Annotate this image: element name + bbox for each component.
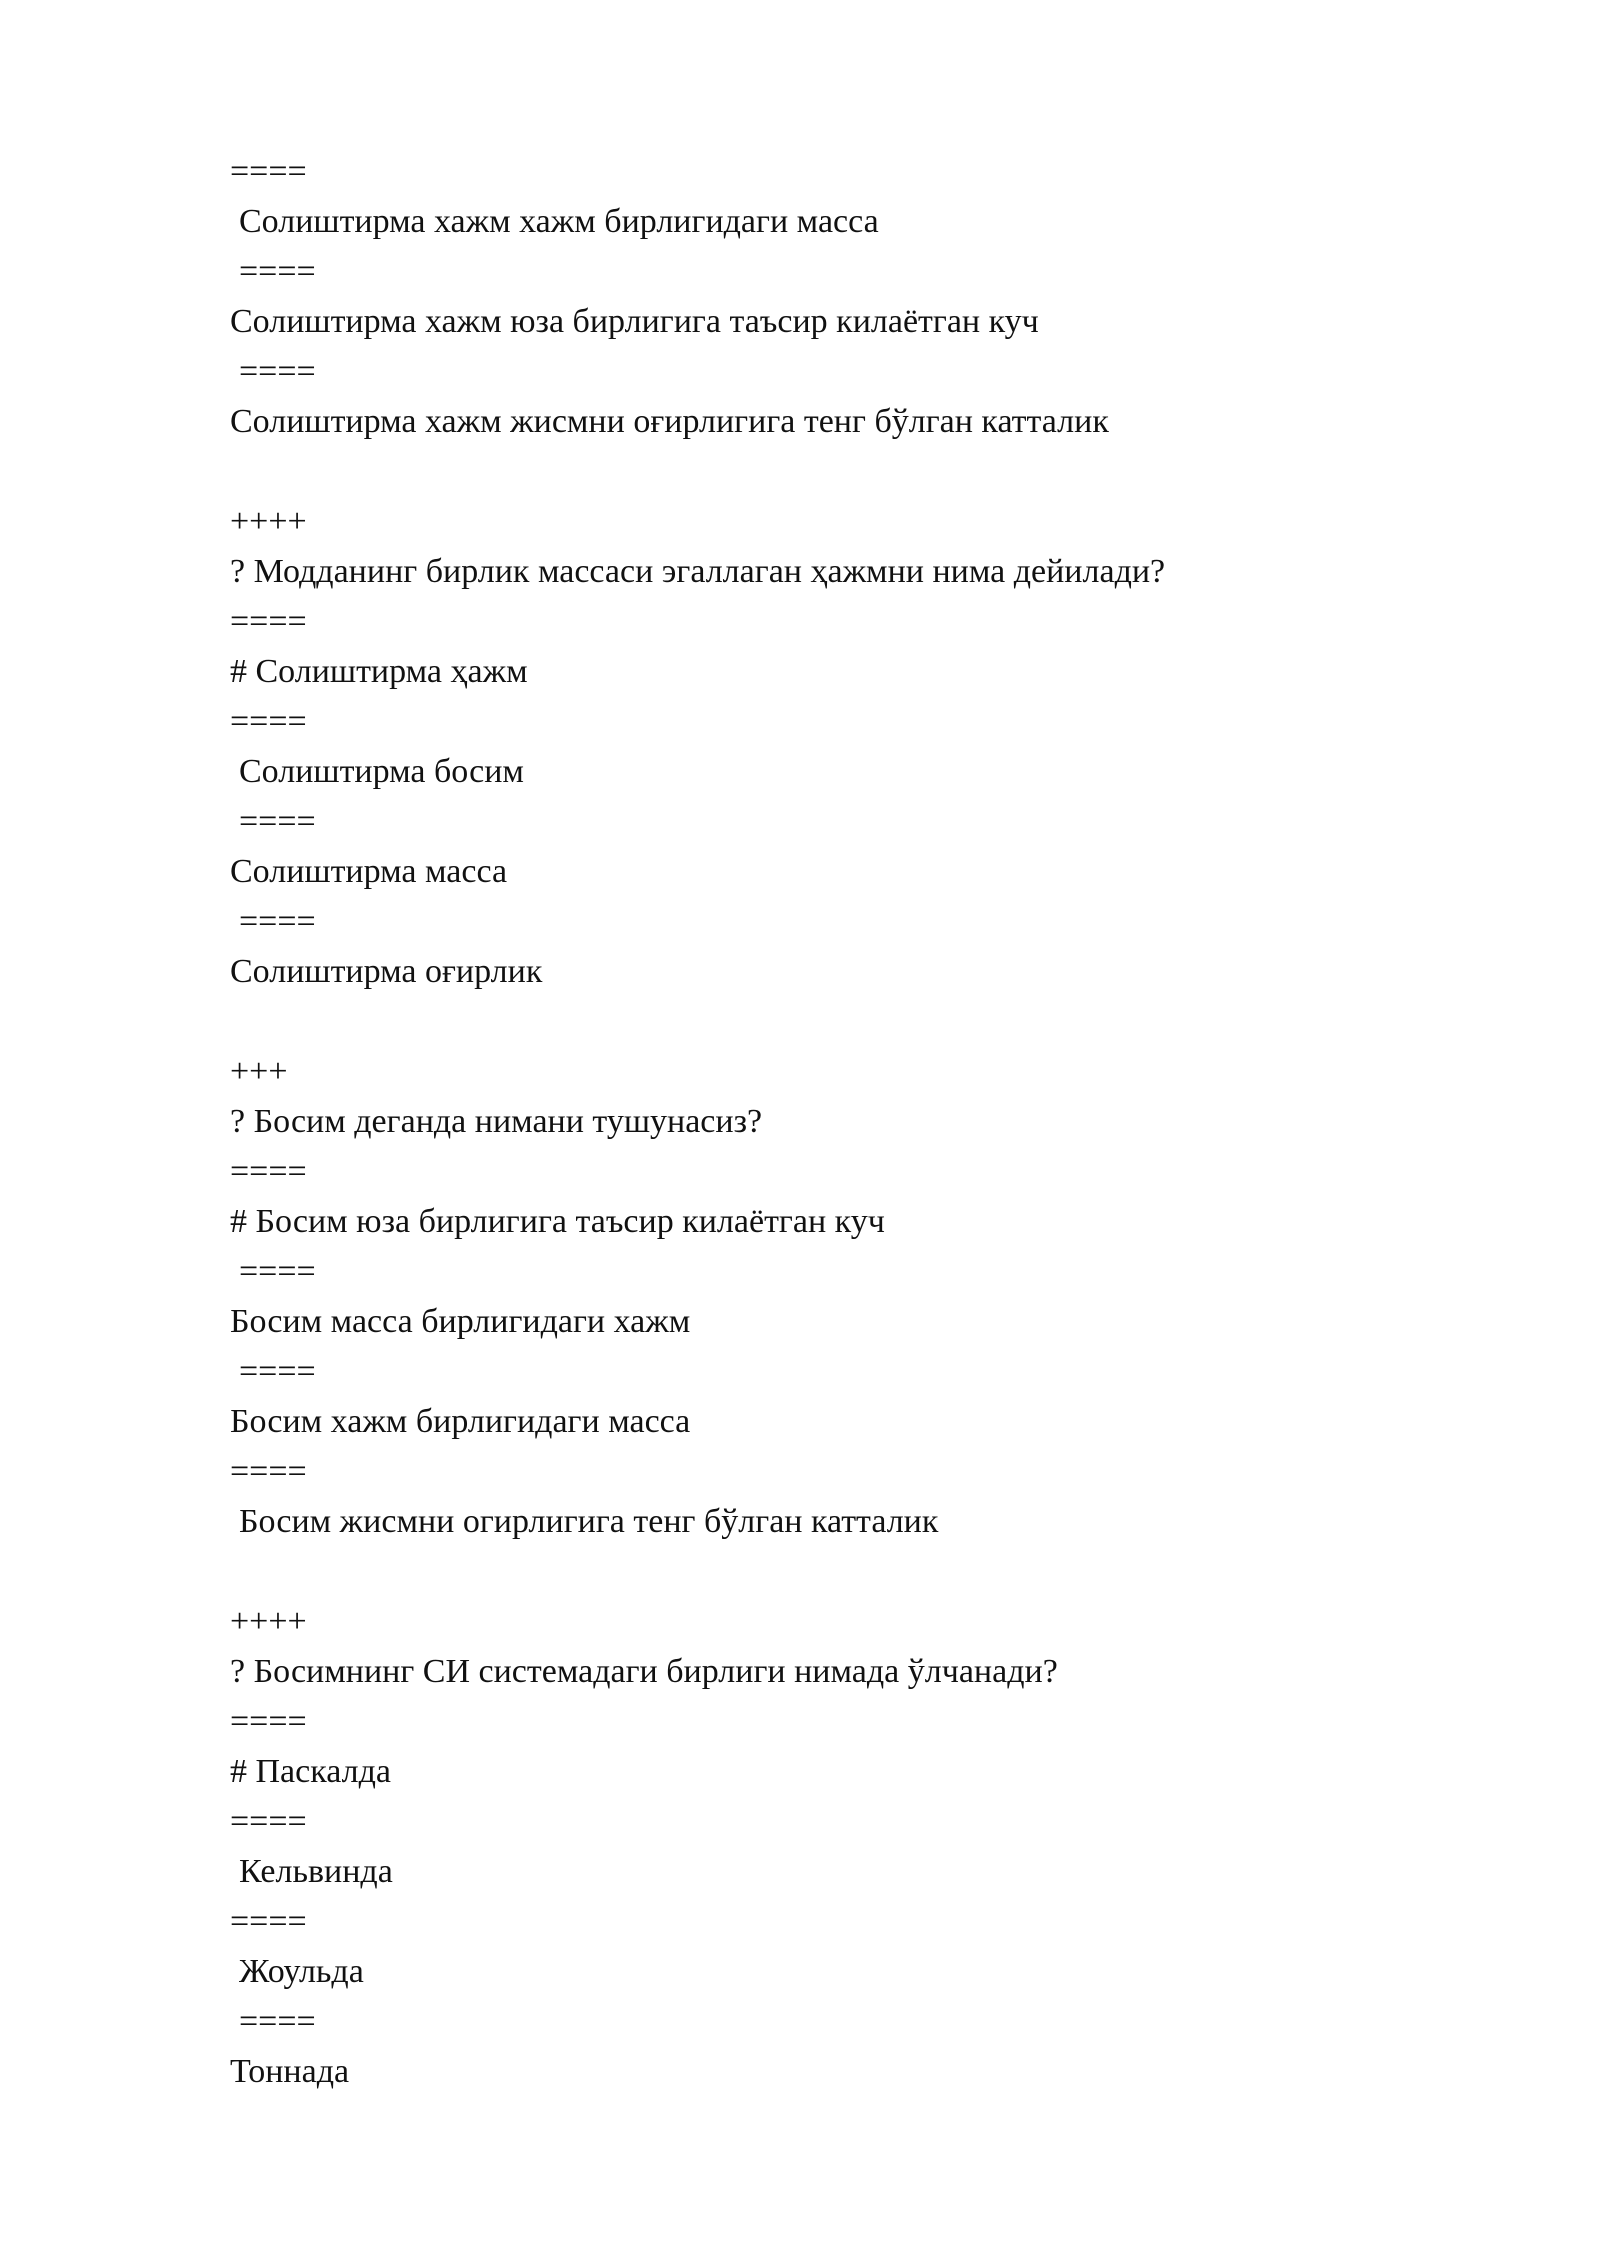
question-marker: ++++ xyxy=(230,503,307,540)
separator-line: ==== xyxy=(230,1453,307,1490)
answer-option: Босим масса бирлигидаги хажм xyxy=(230,1303,691,1340)
question-text: ? Босимнинг СИ системадаги бирлиги нимада ўлчанади? xyxy=(230,1653,1058,1690)
separator-line: ==== xyxy=(230,1703,307,1740)
separator-line: ==== xyxy=(230,603,307,640)
separator-line: ==== xyxy=(239,803,316,840)
answer-option: Солиштирма хажм жисмни оғирлигига тенг бўлган катталик xyxy=(230,403,1109,440)
answer-option: Солиштирма хажм хажм бирлигидаги масса xyxy=(239,203,879,240)
separator-line: ==== xyxy=(239,253,316,290)
answer-option: Кельвинда xyxy=(239,1853,393,1890)
separator-line: ==== xyxy=(239,353,316,390)
separator-line: ==== xyxy=(239,1353,316,1390)
answer-option: Солиштирма босим xyxy=(239,753,524,790)
separator-line: ==== xyxy=(239,1253,316,1290)
answer-option: Босим жисмни огирлигига тенг бўлган катталик xyxy=(239,1503,939,1540)
answer-option: Солиштирма масса xyxy=(230,853,508,890)
answer-option: Жоульда xyxy=(239,1953,364,1990)
question-marker: ++++ xyxy=(230,1603,307,1640)
answer-option: Солиштирма оғирлик xyxy=(230,953,543,990)
separator-line: ==== xyxy=(239,903,316,940)
separator-line: ==== xyxy=(230,1903,307,1940)
answer-option: Тоннада xyxy=(230,2053,350,2090)
separator-line: ==== xyxy=(230,153,307,190)
question-text: ? Модданинг бирлик массаси эгаллаган ҳажмни нима дейилади? xyxy=(230,553,1166,590)
separator-line: ==== xyxy=(230,1803,307,1840)
answer-option: Босим хажм бирлигидаги масса xyxy=(230,1403,691,1440)
separator-line: ==== xyxy=(239,2003,316,2040)
question-text: ? Босим деганда нимани тушунасиз? xyxy=(230,1103,763,1140)
answer-option: Солиштирма хажм юза бирлигига таъсир килаётган куч xyxy=(230,303,1039,340)
correct-answer: # Паскалда xyxy=(230,1753,391,1790)
separator-line: ==== xyxy=(230,703,307,740)
correct-answer: # Солиштирма ҳажм xyxy=(230,653,528,690)
correct-answer: # Босим юза бирлигига таъсир килаётган куч xyxy=(230,1203,885,1240)
separator-line: ==== xyxy=(230,1153,307,1190)
question-marker: +++ xyxy=(230,1053,288,1090)
